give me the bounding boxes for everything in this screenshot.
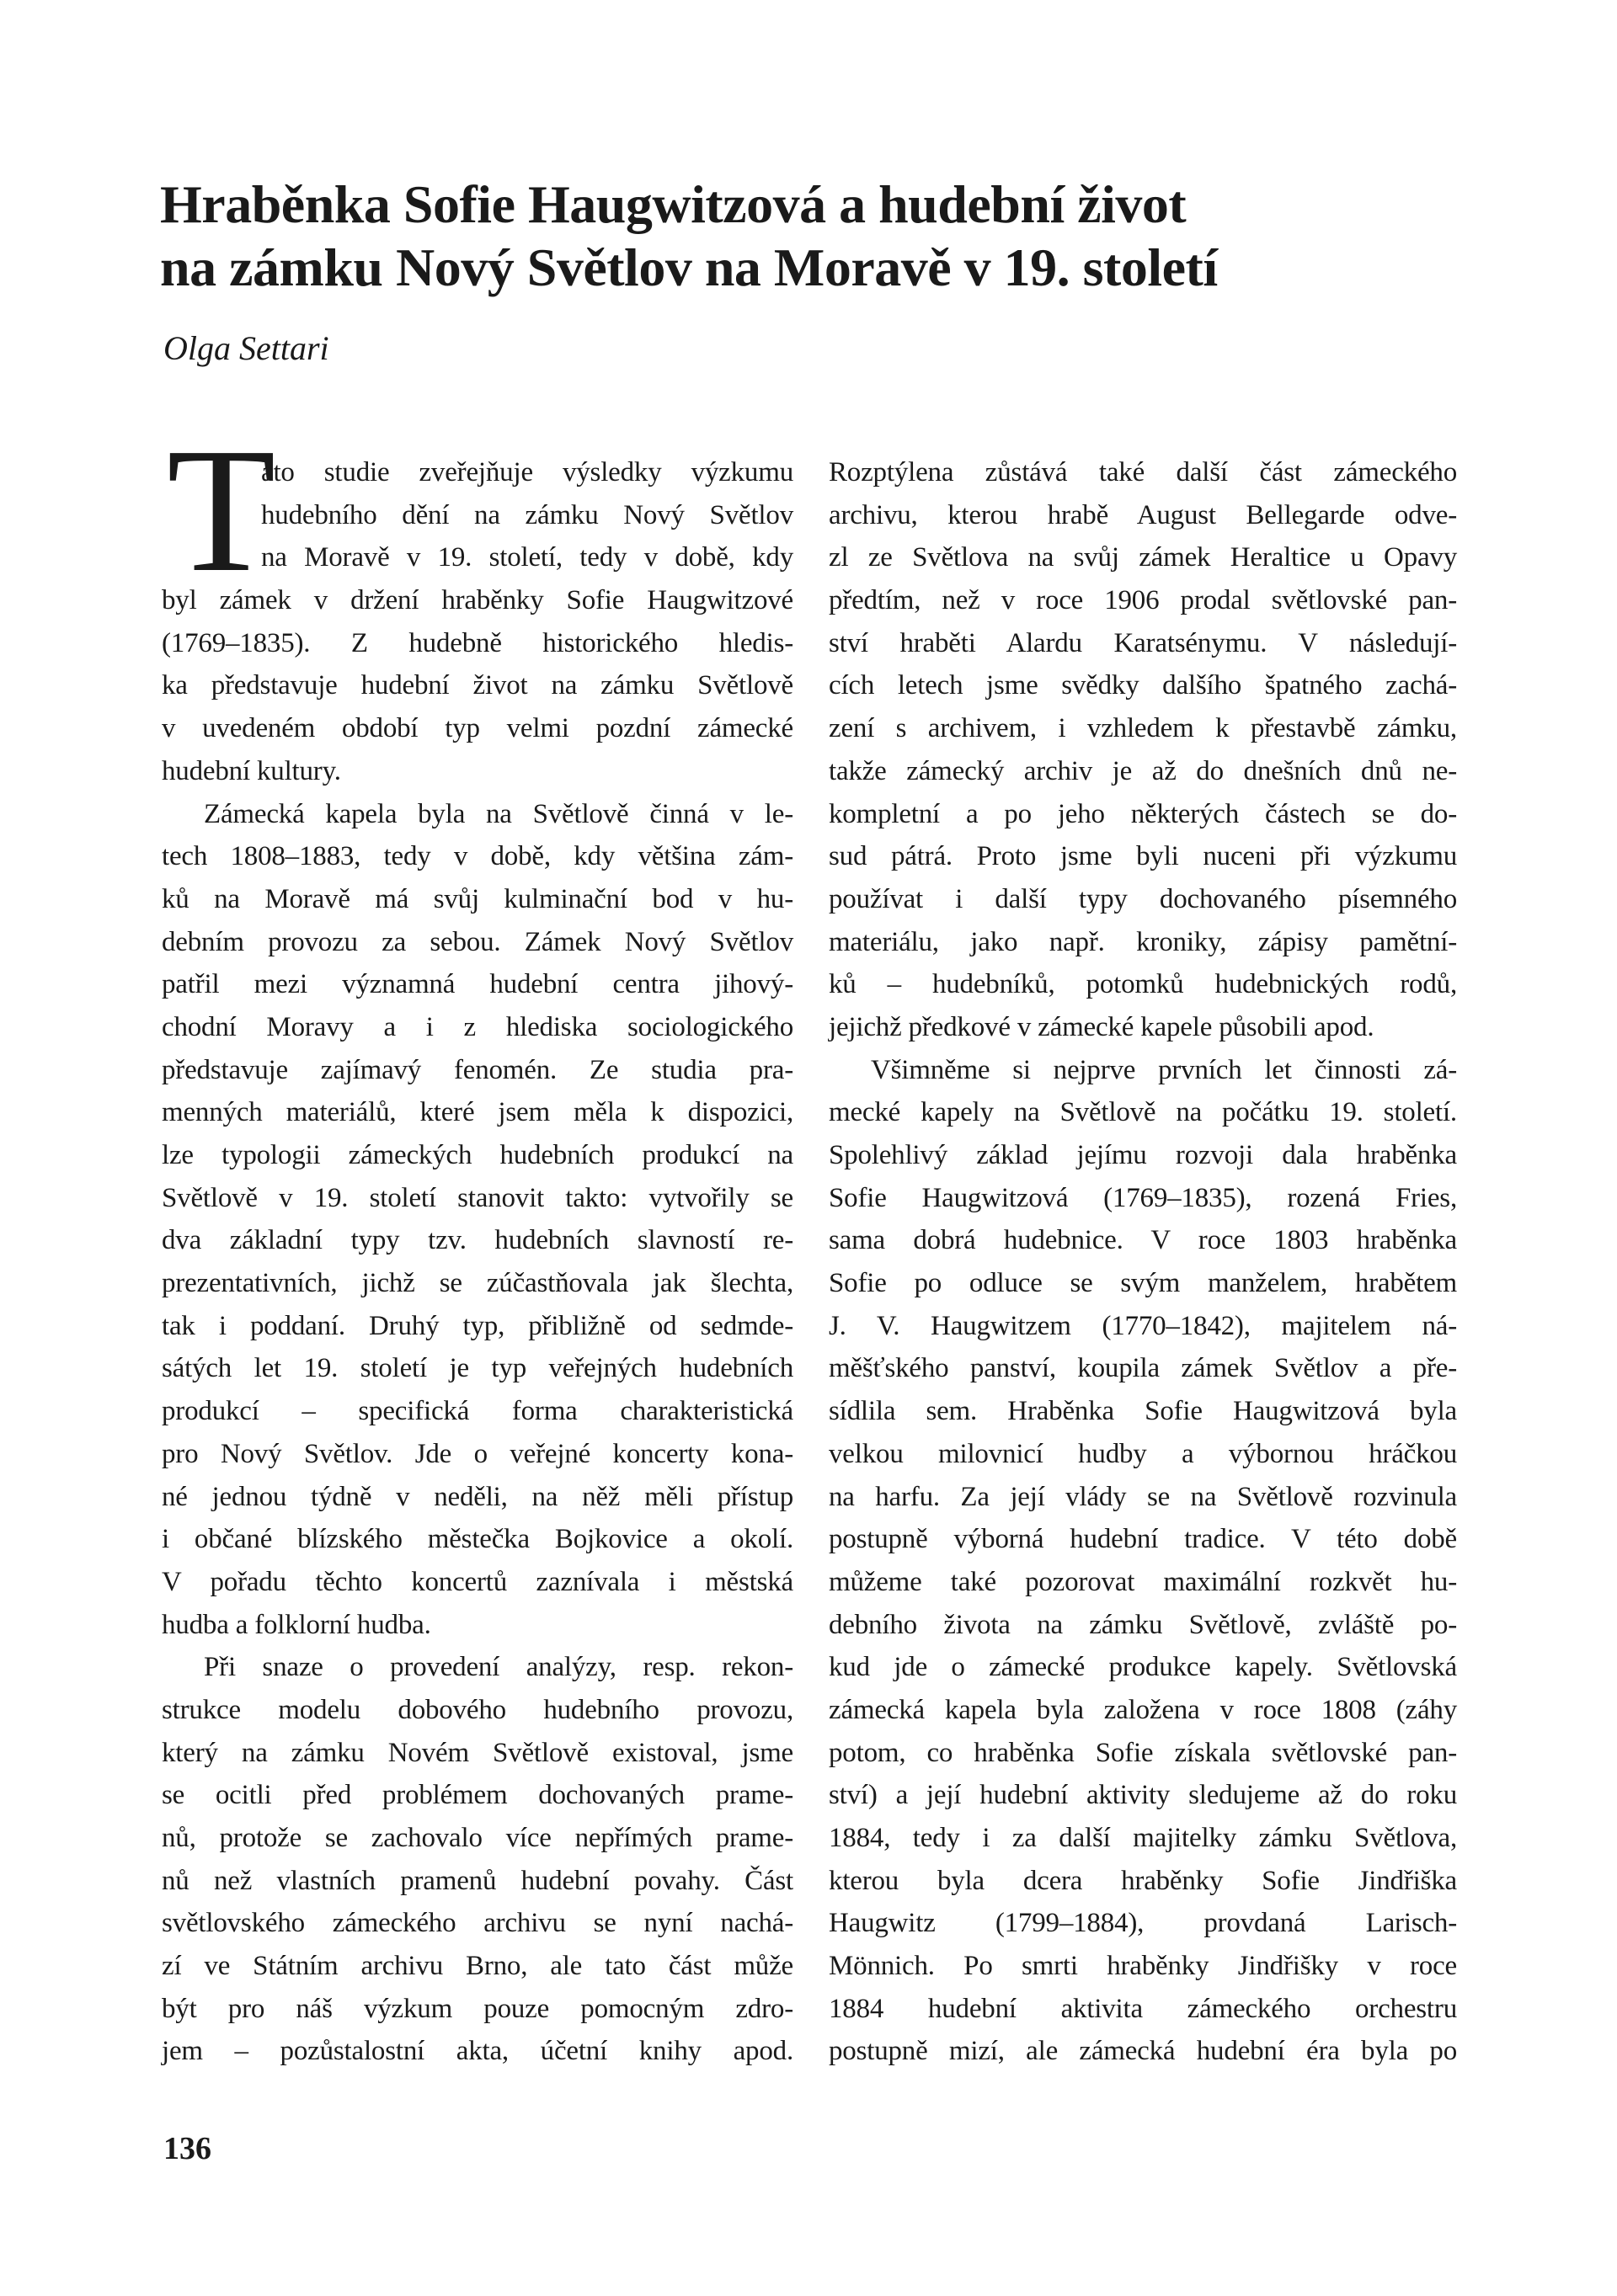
text-line: cích letech jsme svědky dalšího špatného zachá- bbox=[829, 670, 1457, 701]
text-line: Mönnich. Po smrti hraběnky Jindřišky v roce bbox=[829, 1951, 1457, 1982]
text-line: ato studie zveřejňuje výsledky výzkumu bbox=[261, 457, 793, 487]
text-line: Rozptýlena zůstává také další část zámeckého bbox=[829, 457, 1457, 487]
text-line: Světlově v 19. století stanovit takto: vytvořily se bbox=[162, 1182, 793, 1213]
text-line: ků – hudebníků, potomků hudebnických rodů, bbox=[829, 969, 1457, 1000]
paragraph bbox=[162, 793, 793, 1647]
text-line: zl ze Světlova na svůj zámek Heraltice u Opavy bbox=[829, 542, 1457, 573]
text-line: v uvedeném období typ velmi pozdní zámecké bbox=[162, 713, 793, 744]
text-line: sud pátrá. Proto jsme byli nuceni při výzkumu bbox=[829, 841, 1457, 872]
text-line: ství) a její hudební aktivity sledujeme až do roku bbox=[829, 1780, 1457, 1811]
text-line: pro Nový Světlov. Jde o veřejné koncerty kona- bbox=[162, 1438, 793, 1469]
text-line: se ocitli před problémem dochovaných prame- bbox=[162, 1780, 793, 1811]
text-line: tak i poddaní. Druhý typ, přibližně od sedmde- bbox=[162, 1310, 793, 1341]
text-line: sama dobrá hudebnice. V roce 1803 hraběnka bbox=[829, 1225, 1457, 1256]
text-line: menných materiálů, které jsem měla k dispozici, bbox=[162, 1097, 793, 1128]
text-line: archivu, kterou hrabě August Bellegarde odve- bbox=[829, 499, 1457, 530]
text-line: produkcí – specifická forma charakteristická bbox=[162, 1396, 793, 1427]
text-line: můžeme také pozorovat maximální rozkvět hu- bbox=[829, 1566, 1457, 1597]
text-line: strukce modelu dobového hudebního provozu, bbox=[162, 1694, 793, 1725]
text-line: hudba a folklorní hudba. bbox=[162, 1609, 431, 1640]
text-line: zámecká kapela byla založena v roce 1808 (záhy bbox=[829, 1694, 1457, 1725]
drop-cap: T bbox=[167, 411, 276, 609]
text-column-right bbox=[829, 451, 1457, 2073]
text-line: né jednou týdně v neděli, na něž měli přístup bbox=[162, 1481, 793, 1512]
text-line: měšťského panství, koupila zámek Světlov a pře- bbox=[829, 1353, 1457, 1384]
text-line: Všimněme si nejprve prvních let činnosti zá- bbox=[871, 1054, 1457, 1085]
text-line: ka představuje hudební život na zámku Světlově bbox=[162, 670, 793, 701]
text-line: kterou byla dcera hraběnky Sofie Jindřiška bbox=[829, 1865, 1457, 1896]
text-line: předtím, než v roce 1906 prodal světlovské pan- bbox=[829, 585, 1457, 616]
article-title bbox=[160, 173, 1218, 299]
text-line: zení s archivem, i vzhledem k přestavbě zámku, bbox=[829, 713, 1457, 744]
text-line: na harfu. Za její vlády se na Světlově rozvinula bbox=[829, 1481, 1457, 1512]
text-line: Spolehlivý základ jejímu rozvoji dala hraběnka bbox=[829, 1140, 1457, 1170]
text-line: jem – pozůstalostní akta, účetní knihy apod. bbox=[162, 2036, 793, 2067]
text-line: nů, protože se zachovalo více nepřímých prame- bbox=[162, 1823, 793, 1853]
text-line: Zámecká kapela byla na Světlově činná v le- bbox=[204, 798, 793, 829]
text-line: nů než vlastních pramenů hudební povahy. Část bbox=[162, 1865, 793, 1896]
text-line: i občané blízského městečka Bojkovice a okolí. bbox=[162, 1524, 793, 1555]
text-line: který na zámku Novém Světlově existoval, jsme bbox=[162, 1737, 793, 1768]
text-line: (1769–1835). Z hudebně historického hledis- bbox=[162, 627, 793, 658]
author-name: Olga Settari bbox=[163, 329, 329, 367]
title-line: Hraběnka Sofie Haugwitzová a hudební život bbox=[160, 174, 1187, 234]
text-line: mecké kapely na Světlově na počátku 19. století. bbox=[829, 1097, 1457, 1128]
text-line: sídlila sem. Hraběnka Sofie Haugwitzová byla bbox=[829, 1396, 1457, 1427]
text-line: takže zámecký archiv je až do dnešních dnů ne- bbox=[829, 755, 1457, 786]
text-line: V pořadu těchto koncertů zaznívala i městská bbox=[162, 1566, 793, 1597]
text-line: Haugwitz (1799–1884), provdaná Larisch- bbox=[829, 1908, 1457, 1939]
text-line: být pro náš výzkum pouze pomocným zdro- bbox=[162, 1993, 793, 2024]
text-line: velkou milovnicí hudby a výbornou hráčkou bbox=[829, 1438, 1457, 1469]
text-line: postupně mizí, ale zámecká hudební éra byla po bbox=[829, 2036, 1457, 2067]
text-line: hudebního dění na zámku Nový Světlov bbox=[261, 499, 793, 530]
text-line: Sofie Haugwitzová (1769–1835), rozená Fries, bbox=[829, 1182, 1457, 1213]
text-line: postupně výborná hudební tradice. V této době bbox=[829, 1524, 1457, 1555]
text-line: byl zámek v držení hraběnky Sofie Haugwitzové bbox=[162, 585, 793, 616]
text-line: na Moravě v 19. století, tedy v době, kdy bbox=[261, 542, 793, 573]
text-column-left bbox=[162, 451, 793, 2073]
text-line: Sofie po odluce se svým manželem, hrabětem bbox=[829, 1268, 1457, 1299]
paragraph bbox=[829, 1049, 1457, 2074]
text-line: 1884 hudební aktivita zámeckého orchestru bbox=[829, 1993, 1457, 2024]
paragraph bbox=[162, 451, 793, 793]
text-line: zí ve Státním archivu Brno, ale tato část může bbox=[162, 1951, 793, 1982]
text-line: prezentativních, jichž se zúčastňovala jak šlechta, bbox=[162, 1268, 793, 1299]
text-line: představuje zajímavý fenomén. Ze studia pra- bbox=[162, 1054, 793, 1085]
page-number: 136 bbox=[163, 2131, 211, 2166]
text-line: ků na Moravě má svůj kulminační bod v hu- bbox=[162, 883, 793, 914]
text-line: Při snaze o provedení analýzy, resp. rekon- bbox=[204, 1652, 793, 1683]
text-line: J. V. Haugwitzem (1770–1842), majitelem ná- bbox=[829, 1310, 1457, 1341]
text-line: lze typologii zámeckých hudebních produkcí na bbox=[162, 1140, 793, 1170]
text-line: kud jde o zámecké produkce kapely. Světlovská bbox=[829, 1652, 1457, 1683]
text-line: patřil mezi významná hudební centra jihový- bbox=[162, 969, 793, 1000]
paragraph bbox=[829, 451, 1457, 1049]
text-line: světlovského zámeckého archivu se nyní nachá- bbox=[162, 1908, 793, 1939]
paragraph bbox=[162, 1646, 793, 2073]
text-line: materiálu, jako např. kroniky, zápisy pamětní- bbox=[829, 926, 1457, 957]
text-line: chodní Moravy a i z hlediska sociologického bbox=[162, 1011, 793, 1042]
text-line: sátých let 19. století je typ veřejných hudebních bbox=[162, 1353, 793, 1384]
text-line: debního života na zámku Světlově, zvláště po- bbox=[829, 1609, 1457, 1640]
text-line: dva základní typy tzv. hudebních slavností re- bbox=[162, 1225, 793, 1256]
text-line: jejichž předkové v zámecké kapele působili apod. bbox=[829, 1011, 1374, 1042]
text-line: 1884, tedy i za další majitelky zámku Světlova, bbox=[829, 1823, 1457, 1853]
title-line: na zámku Nový Světlov na Moravě v 19. století bbox=[160, 237, 1218, 297]
text-line: hudební kultury. bbox=[162, 755, 341, 786]
text-line: potom, co hraběnka Sofie získala světlovské pan- bbox=[829, 1737, 1457, 1768]
text-line: kompletní a po jeho některých částech se do- bbox=[829, 798, 1457, 829]
text-line: používat i další typy dochovaného písemného bbox=[829, 883, 1457, 914]
text-line: debním provozu za sebou. Zámek Nový Světlov bbox=[162, 926, 793, 957]
text-line: tech 1808–1883, tedy v době, kdy většina zám- bbox=[162, 841, 793, 872]
text-line: ství hraběti Alardu Karatsénymu. V následují- bbox=[829, 627, 1457, 658]
